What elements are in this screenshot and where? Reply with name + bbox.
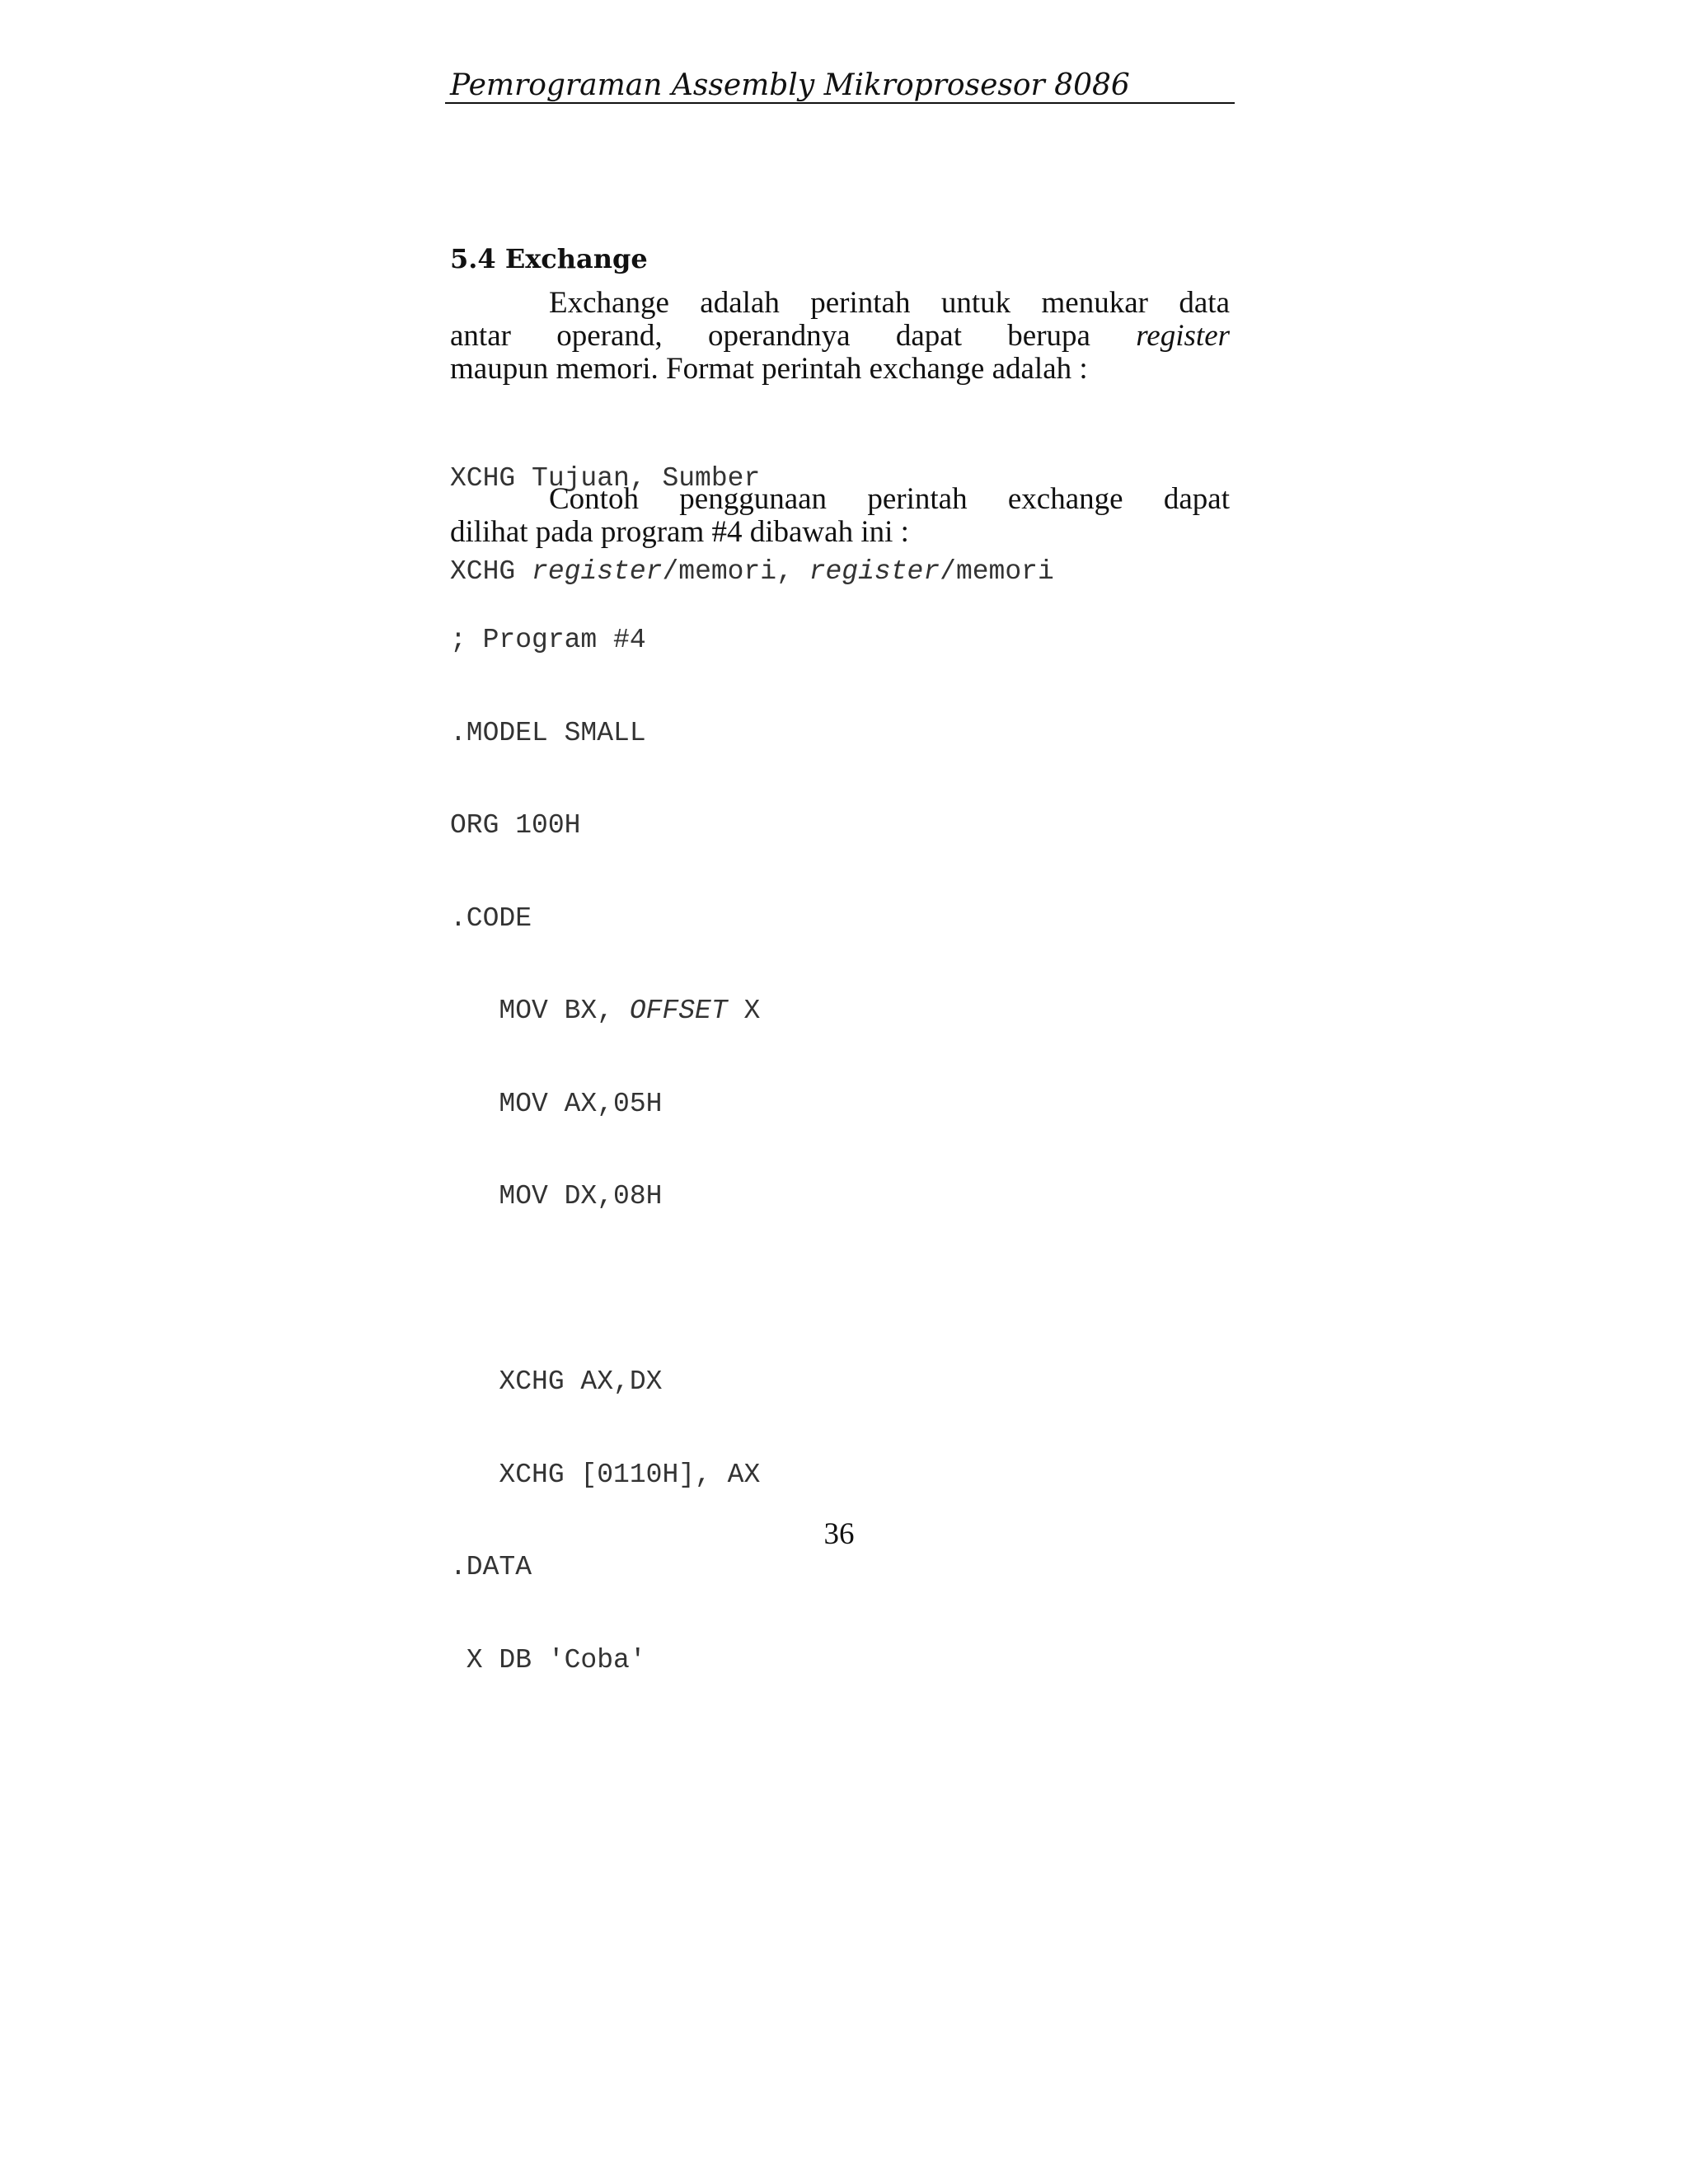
code-line-mov-ax: MOV AX,05H — [450, 1088, 663, 1119]
code-line-model: .MODEL SMALL — [450, 717, 646, 748]
code-line-xchg-ax-dx: XCHG AX,DX — [450, 1366, 663, 1397]
code-line-org: ORG 100H — [450, 810, 581, 841]
intro-line-2-italic: register — [1136, 319, 1231, 353]
page-number: 36 — [823, 1517, 855, 1551]
running-header: Pemrograman Assembly Mikroprosesor 8086 — [450, 68, 1130, 102]
intro-line-1: Exchange adalah perintah untuk menukar data — [549, 286, 1230, 320]
format-operand-text-1: /memori, — [662, 555, 809, 587]
header-rule — [445, 102, 1235, 104]
format-keyword: XCHG — [450, 555, 532, 587]
example-line-2: dilihat pada program #4 dibawah ini : — [450, 515, 909, 549]
code-line-blank — [450, 1274, 760, 1305]
example-paragraph — [450, 483, 1230, 549]
code-mov-bx-text: MOV BX, — [450, 996, 630, 1026]
code-offset-italic: OFFSET — [629, 996, 728, 1026]
code-line-data-directive: .DATA — [450, 1552, 532, 1582]
code-line-xchg-mem: XCHG [0110H], AX — [450, 1459, 761, 1490]
code-line-code-directive: .CODE — [450, 902, 532, 934]
code-line-comment: ; Program #4 — [450, 625, 646, 655]
code-line-db: X DB 'Coba' — [450, 1644, 646, 1675]
code-line-mov-dx: MOV DX,08H — [450, 1181, 663, 1212]
section-title: 5.4 Exchange — [450, 243, 648, 274]
intro-line-2-text: antar operand, operandnya dapat berupa — [450, 319, 1090, 353]
intro-line-3: maupun memori. Format perintah exchange adalah : — [450, 352, 1088, 386]
code-mov-bx-operand: X — [727, 996, 761, 1026]
format-operand-italic-2: register — [809, 555, 940, 587]
intro-line-2 — [450, 320, 1230, 353]
example-line-1: Contoh penggunaan perintah exchange dapat — [549, 482, 1230, 516]
format-operand-text-2: /memori — [940, 555, 1054, 587]
intro-paragraph — [450, 287, 1230, 386]
format-operand-italic-1: register — [532, 555, 663, 587]
program-code-block — [450, 563, 760, 1737]
code-line-mov-bx — [450, 996, 760, 1027]
format-line-1: XCHG Tujuan, Sumber — [450, 463, 761, 494]
